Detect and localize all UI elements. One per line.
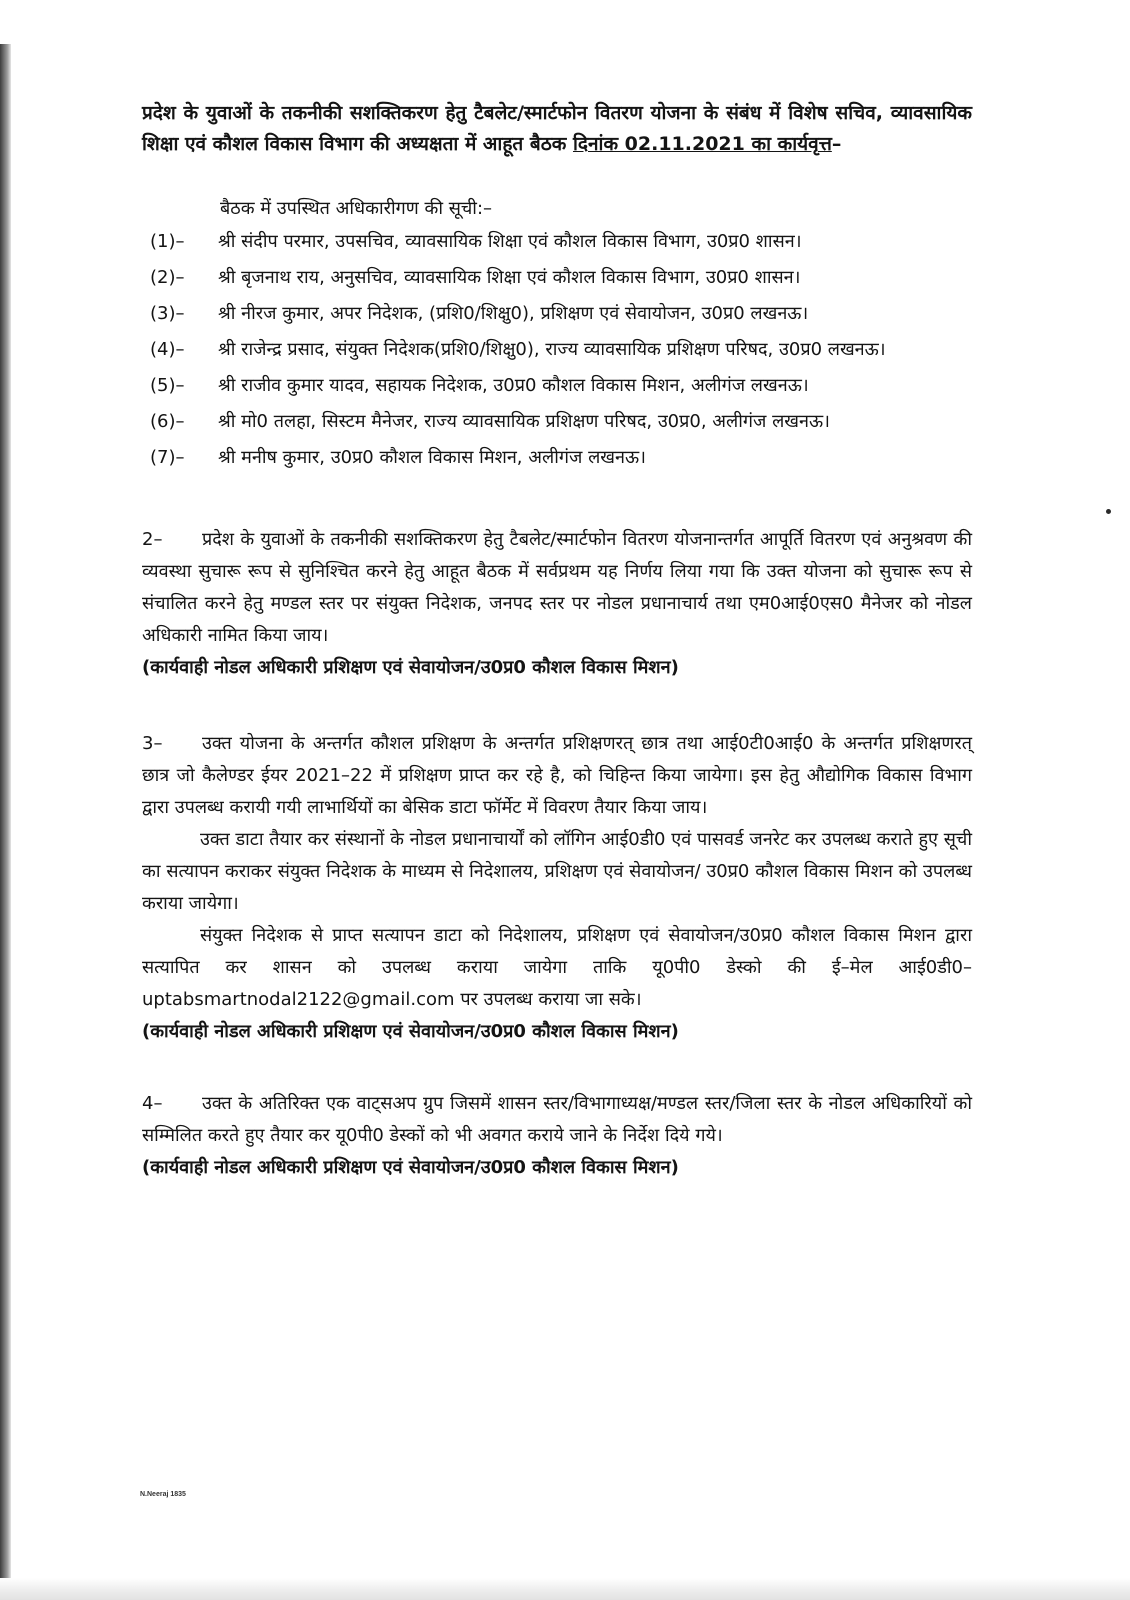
attendee-text: श्री राजीव कुमार यादव, सहायक निदेशक, उ0प्र0 कौशल विकास मिशन, अलीगंज लखनऊ।	[218, 375, 809, 396]
section-2-number: 2–	[142, 529, 163, 550]
attendee-number: (2)–	[150, 267, 185, 288]
attendee-item	[142, 442, 972, 474]
footer-code: N.Neeraj 1835	[140, 1491, 186, 1498]
attendee-text: श्री मो0 तलहा, सिस्टम मैनेजर, राज्य व्यावसायिक प्रशिक्षण परिषद, उ0प्र0, अलीगंज लखनऊ।	[218, 411, 830, 432]
document-heading	[142, 98, 972, 160]
section-4	[142, 1088, 972, 1184]
heading-date-text: दिनांक 02.11.2021 का कार्यवृत्त	[572, 133, 832, 155]
section-4-action: (कार्यवाही नोडल अधिकारी प्रशिक्षण एवं सेवायोजन/उ0प्र0 कौशल विकास मिशन)	[142, 1157, 679, 1178]
attendee-text: श्री बृजनाथ राय, अनुसचिव, व्यावसायिक शिक्षा एवं कौशल विकास विभाग, उ0प्र0 शासन।	[218, 267, 801, 288]
section-2-action: (कार्यवाही नोडल अधिकारी प्रशिक्षण एवं सेवायोजन/उ0प्र0 कौशल विकास मिशन)	[142, 657, 679, 678]
section-3-paragraph-1	[142, 728, 972, 824]
section-3	[142, 728, 972, 1048]
attendee-number: (3)–	[150, 303, 185, 324]
attendee-text: श्री राजेन्द्र प्रसाद, संयुक्त निदेशक(प्रशि0/शिक्षु0), राज्य व्यावसायिक प्रशिक्षण परिषद, उ0प्र0 लखनऊ।	[218, 339, 886, 360]
attendee-number: (1)–	[150, 231, 185, 252]
attendee-item	[142, 226, 972, 258]
attendees-list	[142, 226, 972, 474]
section-4-number: 4–	[142, 1093, 163, 1114]
attendee-item	[142, 298, 972, 330]
attendee-number: (6)–	[150, 411, 185, 432]
document-page	[142, 98, 972, 1184]
section-4-text: उक्त के अतिरिक्त एक वाट्सअप ग्रुप जिसमें शासन स्तर/विभागाध्यक्ष/मण्डल स्तर/जिला स्तर के नोडल अधिकारियों को सम्मिलित करते हुए तैयार कर यू0पी0 डेस्कों को भी अवगत कराये जाने के निर्देश दिये गये।	[142, 1093, 972, 1146]
attendee-text: श्री मनीष कुमार, उ0प्र0 कौशल विकास मिशन, अलीगंज लखनऊ।	[218, 447, 646, 468]
scan-left-edge	[0, 44, 11, 1600]
attendee-text: श्री संदीप परमार, उपसचिव, व्यावसायिक शिक्षा एवं कौशल विकास विभाग, उ0प्र0 शासन।	[218, 231, 802, 252]
attendee-item	[142, 262, 972, 294]
attendee-item	[142, 370, 972, 402]
section-2	[142, 524, 972, 684]
section-3-paragraph-2: उक्त डाटा तैयार कर संस्थानों के नोडल प्रधानाचार्यों को लॉगिन आई0डी0 एवं पासवर्ड जनरेट कर उपलब्ध कराते हुए सूची का सत्यापन कराकर संयुक्त निदेशक के माध्यम से निदेशालय, प्रशिक्षण एवं सेवायोजन/ उ0प्र0 कौशल विकास मिशन को उपलब्ध कराया जायेगा।	[142, 829, 972, 914]
attendee-number: (5)–	[150, 375, 185, 396]
section-2-paragraph	[142, 524, 972, 652]
heading-main-text: प्रदेश के युवाओं के तकनीकी सशक्तिकरण हेतु टैबलेट/स्मार्टफोन वितरण योजना के संबंध में विशेष सचिव, व्यावसायिक शिक्षा एवं कौशल विकास विभाग की अध्यक्षता में आहूत बैठक	[142, 102, 972, 155]
attendees-intro: बैठक में उपस्थित अधिकारीगण की सूची:–	[220, 198, 493, 219]
section-3-action: (कार्यवाही नोडल अधिकारी प्रशिक्षण एवं सेवायोजन/उ0प्र0 कौशल विकास मिशन)	[142, 1021, 679, 1042]
section-3-paragraph-3: संयुक्त निदेशक से प्राप्त सत्यापन डाटा को निदेशालय, प्रशिक्षण एवं सेवायोजन/उ0प्र0 कौशल विकास मिशन द्वारा सत्यापित कर शासन को उपलब्ध कराया जायेगा ताकि यू0पी0 डेस्को की ई–मेल आई0डी0–uptabsmartnodal2122@gmail.com पर उपलब्ध कराया जा सके।	[142, 925, 972, 1010]
section-4-paragraph	[142, 1088, 972, 1152]
attendee-number: (4)–	[150, 339, 185, 360]
section-2-text: प्रदेश के युवाओं के तकनीकी सशक्तिकरण हेतु टैबलेट/स्मार्टफोन वितरण योजनान्तर्गत आपूर्ति वितरण एवं अनुश्रवण की व्यवस्था सुचारू रूप से सुनिश्चित करने हेतु आहूत बैठक में सर्वप्रथम यह निर्णय लिया गया कि उक्त योजना को सुचारू रूप से संचालित करने हेतु मण्डल स्तर पर संयुक्त निदेशक, जनपद स्तर पर नोडल प्रधानाचार्य तथा एम0आई0एस0 मैनेजर को नोडल अधिकारी नामित किया जाय।	[142, 529, 972, 646]
scan-bottom-edge	[0, 1578, 1130, 1600]
heading-dash: –	[831, 133, 842, 155]
attendee-text: श्री नीरज कुमार, अपर निदेशक, (प्रशि0/शिक्षु0), प्रशिक्षण एवं सेवायोजन, उ0प्र0 लखनऊ।	[218, 303, 809, 324]
attendee-item	[142, 406, 972, 438]
scan-mark	[1106, 509, 1111, 514]
section-3-text-1: उक्त योजना के अन्तर्गत कौशल प्रशिक्षण के अन्तर्गत प्रशिक्षणरत् छात्र तथा आई0टी0आई0 के अन्तर्गत प्रशिक्षणरत् छात्र जो कैलेण्डर ईयर 2021–22 में प्रशिक्षण प्राप्त कर रहे है, को चिहिन्त किया जायेगा। इस हेतु औद्योगिक विकास विभाग द्वारा उपलब्ध करायी गयी लाभार्थियों का बेसिक डाटा फॉर्मेट में विवरण तैयार किया जाय।	[142, 733, 972, 818]
section-3-number: 3–	[142, 733, 163, 754]
attendee-number: (7)–	[150, 447, 185, 468]
attendee-item	[142, 334, 972, 366]
